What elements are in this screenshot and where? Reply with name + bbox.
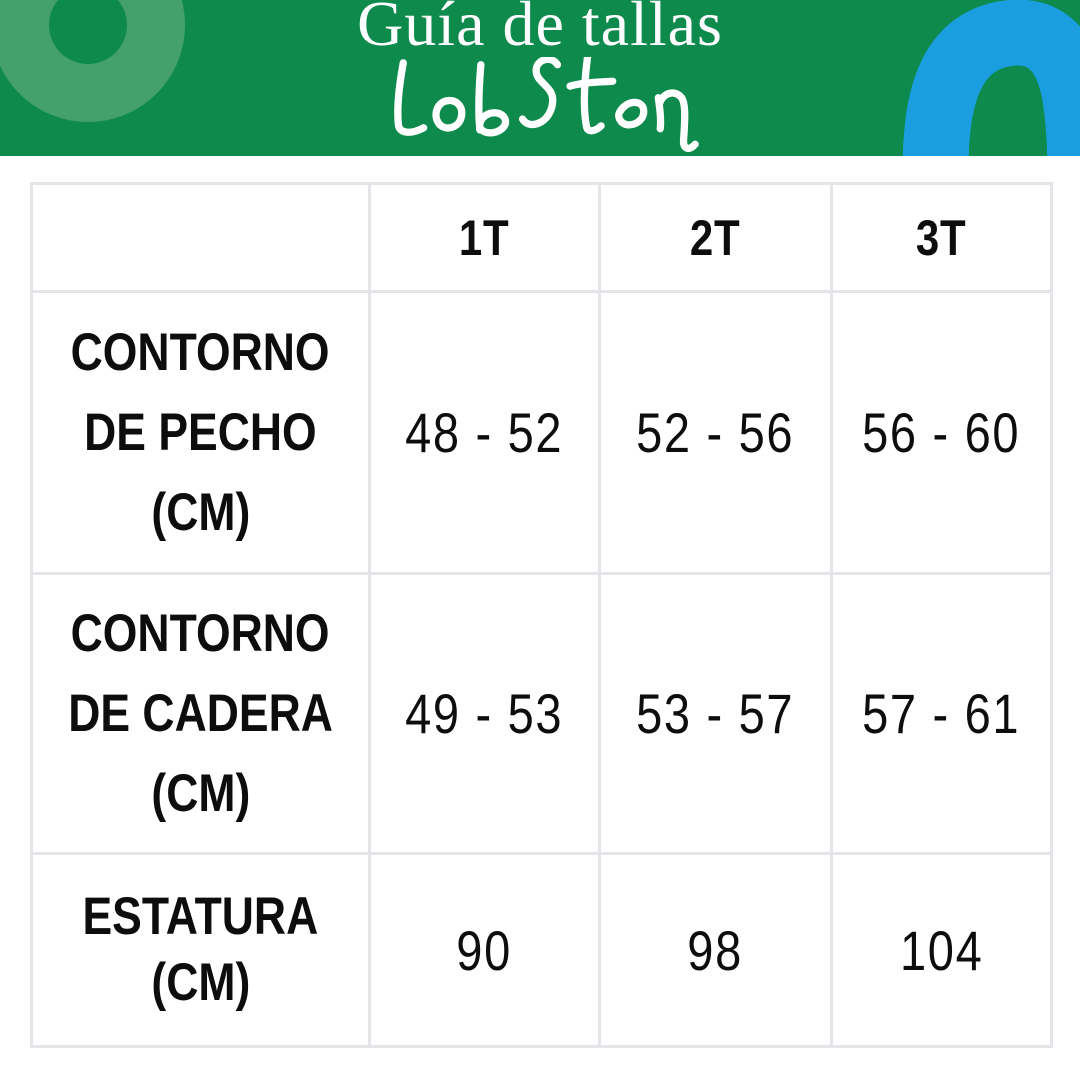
size-value: 57 - 61 (862, 682, 1021, 745)
row-label-line: (CM) (151, 482, 250, 542)
size-column-label: 1T (459, 209, 510, 266)
row-label-chest (32, 292, 370, 574)
size-column-header-3t (832, 184, 1052, 292)
row-label-line: DE CADERA (68, 683, 333, 743)
size-value-cell (370, 574, 600, 854)
size-value-cell (832, 574, 1052, 854)
row-label-line: ESTATURA (82, 887, 319, 946)
size-column-header-2t (600, 184, 832, 292)
row-label-line: (CM) (151, 763, 250, 823)
size-table (30, 182, 1053, 1048)
row-label-line: DE PECHO (84, 402, 317, 462)
size-value: 90 (456, 918, 513, 982)
page-title: Guía de tallas (357, 0, 723, 59)
size-value-cell (600, 854, 832, 1047)
size-value: 98 (687, 918, 744, 982)
size-column-header-1t (370, 184, 600, 292)
row-label-hip (32, 574, 370, 854)
size-table-header-row (32, 184, 1052, 292)
size-value: 104 (899, 918, 984, 982)
brand-logo (380, 57, 700, 156)
size-value: 53 - 57 (636, 682, 795, 745)
size-column-label: 3T (916, 209, 967, 266)
table-corner-cell (32, 184, 370, 292)
size-value-cell (832, 292, 1052, 574)
size-value: 49 - 53 (405, 682, 564, 745)
row-label-line: CONTORNO (71, 322, 330, 382)
row-label-line: CONTORNO (71, 603, 330, 663)
size-value-cell (600, 574, 832, 854)
measurement-row-hip (32, 574, 1052, 854)
size-value: 52 - 56 (636, 401, 795, 464)
header-banner (0, 0, 1080, 156)
brand-logo-lobster-handwriting-icon (380, 57, 700, 154)
size-value-cell (832, 854, 1052, 1047)
size-value: 56 - 60 (862, 401, 1021, 464)
row-label-line: (CM) (151, 953, 250, 1012)
size-value-cell (370, 854, 600, 1047)
size-value-cell (370, 292, 600, 574)
measurement-row-chest (32, 292, 1052, 574)
measurement-row-height (32, 854, 1052, 1047)
size-column-label: 2T (690, 209, 741, 266)
row-label-height (32, 854, 370, 1047)
size-value: 48 - 52 (405, 401, 564, 464)
size-value-cell (600, 292, 832, 574)
